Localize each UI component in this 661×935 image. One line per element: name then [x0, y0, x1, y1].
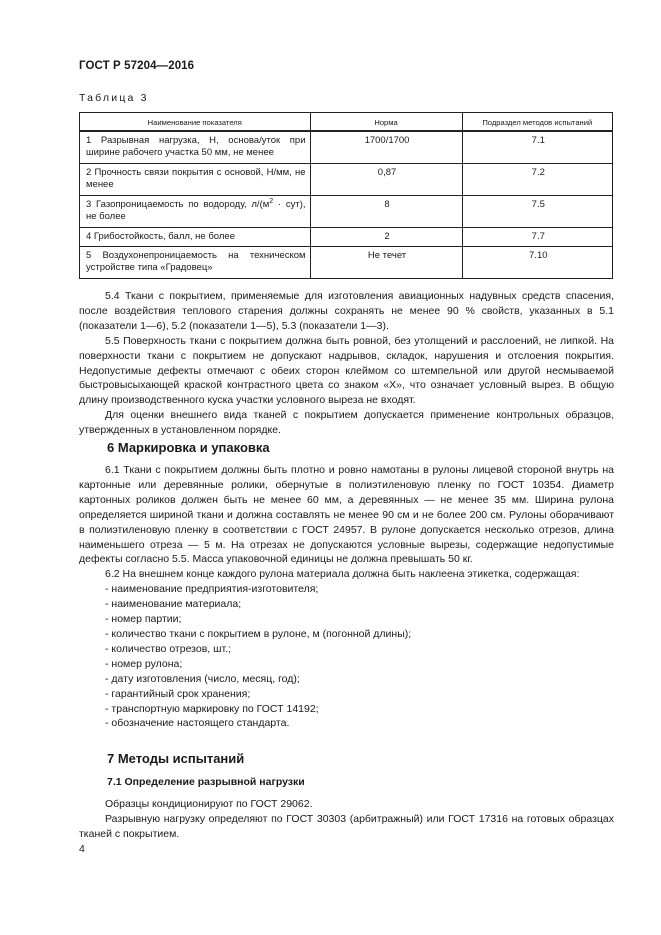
paragraph-breaking-load-method: Разрывную нагрузку определяют по ГОСТ 30303 (арбитражный) или ГОСТ 17316 на готовых образцах тканей с покрытием. [79, 812, 614, 840]
table-caption: Таблица 3 [79, 92, 149, 104]
paragraph-6-1: 6.1 Ткани с покрытием должны быть плотно и ровно намотаны в рулоны лицевой стороной внутрь на картонные или деревянные ролики, обернутые в полиэтиленовую пленку по ГОСТ 10354. Диаметр картонных роликов должен быть не менее 60 мм, а деревянных — не менее 35 мм. Ширина рулона определяется шириной ткани и должна составлять не менее 90 см и не более 200 см. Рулоны оборачивают в полиэтиленовую пленку в соответствии с ГОСТ 24957. В рулоне допускается несколько отрезов, длина наименьшего отреза — 5 м. На отрезах не допускаются условные вырезы, содержащие недопустимые дефекты согласно 5.5. Масса упаковочной единицы не должна превышать 50 кг. [79, 464, 614, 566]
table-cell-norm: Не течет [310, 246, 462, 278]
section-5-text [79, 289, 614, 438]
name-superscript: 2 [269, 197, 274, 205]
list-item: - номер рулона; [105, 657, 183, 670]
name-text-start: 3 Газопроницаемость по водороду, л/(м [86, 198, 270, 210]
parameters-table [79, 112, 613, 279]
table-cell-name: 1 Разрывная нагрузка, Н, основа/уток при ширине рабочего участка 50 мм, не менее [80, 131, 311, 163]
column-header-norm: Норма [310, 113, 462, 132]
table-row [80, 195, 613, 227]
list-item: - количество отрезов, шт.; [105, 642, 232, 655]
table-cell-name: 4 Грибостойкость, балл, не более [80, 227, 311, 246]
list-item: - обозначение настоящего стандарта. [105, 717, 290, 730]
table-cell-method: 7.5 [462, 195, 612, 227]
table-header-row [80, 113, 613, 132]
subsection-7-1-title: 7.1 Определение разрывной нагрузки [107, 776, 305, 788]
table-cell-method: 7.2 [462, 163, 612, 195]
table-cell-norm: 2 [310, 227, 462, 246]
table-row [80, 163, 613, 195]
standard-designation: ГОСТ Р 57204—2016 [79, 60, 195, 72]
section-6-title: 6 Маркировка и упаковка [107, 440, 270, 455]
section-7-1-text [79, 797, 614, 842]
paragraph-6-2: 6.2 На внешнем конце каждого рулона материала должна быть наклеена этикетка, содержащая: [105, 568, 580, 581]
section-7-title: 7 Методы испытаний [107, 751, 245, 766]
table-cell-norm: 1700/1700 [310, 131, 462, 163]
list-item: - количество ткани с покрытием в рулоне, м (погонной длины); [105, 627, 412, 640]
list-item: - номер партии; [105, 613, 182, 626]
table-cell-method: 7.7 [462, 227, 612, 246]
list-item: - гарантийный срок хранения; [105, 687, 251, 700]
table-cell-norm: 0,87 [310, 163, 462, 195]
page-number: 4 [79, 843, 85, 855]
table-row [80, 131, 613, 163]
table-row [80, 246, 613, 278]
column-header-name: Наименование показателя [80, 113, 311, 132]
table-cell-name: 2 Прочность связи покрытия с основой, Н/мм, не менее [80, 163, 311, 195]
section-6-text [79, 463, 614, 731]
paragraph-control-samples: Для оценки внешнего вида тканей с покрытием допускается применение контрольных образцов, утвержденных в установленном порядке. [79, 409, 614, 437]
table-cell-norm: 8 [310, 195, 462, 227]
table-cell-method: 7.10 [462, 246, 612, 278]
list-item: - транспортную маркировку по ГОСТ 14192; [105, 702, 319, 715]
paragraph-5-5: 5.5 Поверхность ткани с покрытием должна быть ровной, без утолщений и расслоений, не липкой. На поверхности ткани с покрытием не допускают надрывов, складок, нарушения и отслоения покрытия. Недопустимые дефекты отмечают с обеих сторон клеймом со штемпельной или другой несмываемой быстровысыхающей краской контрастного цвета со знаком «X», что означает условный вырез. В общую длину производственного куска участки условного выреза не входят. [79, 334, 614, 407]
list-item: - наименование предприятия-изготовителя; [105, 583, 319, 596]
name-text-end: · сут), не более [86, 198, 306, 222]
list-item: - наименование материала; [105, 598, 242, 611]
table-row [80, 227, 613, 246]
paragraph-conditioning: Образцы кондиционируют по ГОСТ 29062. [105, 798, 313, 810]
table-cell-name [80, 195, 311, 227]
table-cell-name: 5 Воздухонепроницаемость на техническом устройстве типа «Градовец» [80, 246, 311, 278]
table-cell-method: 7.1 [462, 131, 612, 163]
paragraph-5-4: 5.4 Ткани с покрытием, применяемые для изготовления авиационных надувных средств спасения, после воздействия теплового старения должны сохранять не менее 90 % свойств, указанных в 5.1 (показатели 1—6), 5.2 (показатели 1—5), 5.3 (показатели 1—3). [79, 290, 614, 332]
list-item: - дату изготовления (число, месяц, год); [105, 672, 300, 685]
column-header-method: Подраздел методов испытаний [462, 113, 612, 132]
